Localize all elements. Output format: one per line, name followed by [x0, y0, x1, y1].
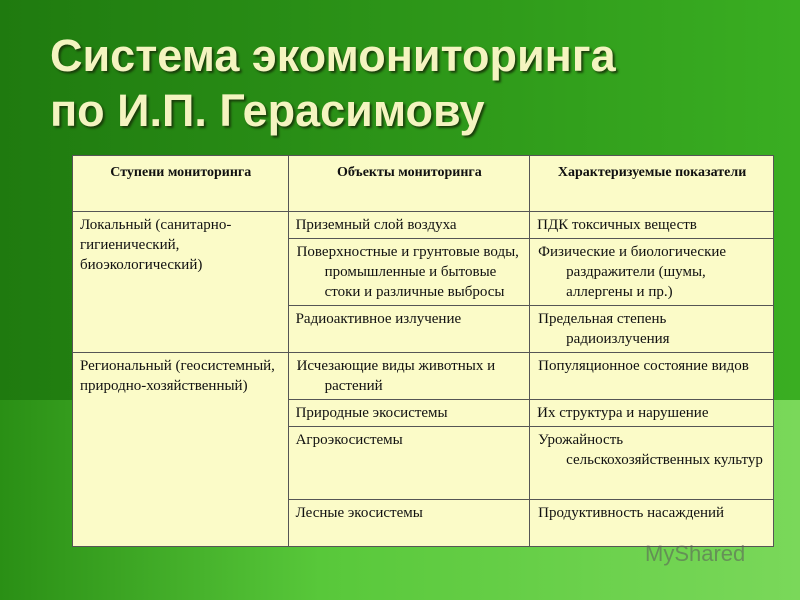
indicator-cell: Их структура и нарушение: [530, 400, 774, 427]
indicator-cell: Популяционное состояние видов: [530, 353, 774, 400]
watermark-logo: MyShared: [645, 541, 746, 566]
object-cell: Агроэкосистемы: [288, 427, 530, 500]
stage-regional: Региональный (геосистемный, природно-хозяйственный): [73, 353, 289, 547]
object-cell: Исчезающие виды животных и растений: [288, 353, 530, 400]
indicator-cell: Продуктивность насаждений: [530, 500, 774, 547]
title-line-1: Система экомониторинга: [50, 30, 616, 81]
indicator-cell: Урожайность сельскохозяйственных культур: [530, 427, 774, 500]
slide-title: [50, 28, 770, 138]
table-row: [73, 353, 774, 400]
object-cell: Природные экосистемы: [288, 400, 530, 427]
header-indicators: Характеризуемые показатели: [530, 156, 774, 212]
stage-local: Локальный (санитарно-гигиенический, биоэкологический): [73, 212, 289, 353]
object-cell: Лесные экосистемы: [288, 500, 530, 547]
header-objects: Объекты мониторинга: [288, 156, 530, 212]
indicator-cell: Физические и биологические раздражители (шумы, аллергены и пр.): [530, 239, 774, 306]
indicator-cell: Предельная степень радиоизлучения: [530, 306, 774, 353]
monitoring-table: [72, 155, 774, 547]
title-line-2: по И.П. Герасимову: [50, 85, 485, 136]
header-stages: Ступени мониторинга: [73, 156, 289, 212]
object-cell: Приземный слой воздуха: [288, 212, 530, 239]
object-cell: Радиоактивное излучение: [288, 306, 530, 353]
indicator-cell: ПДК токсичных веществ: [530, 212, 774, 239]
table-row: [73, 212, 774, 239]
object-cell: Поверхностные и грунтовые воды, промышленные и бытовые стоки и различные выбросы: [288, 239, 530, 306]
table-header-row: [73, 156, 774, 212]
